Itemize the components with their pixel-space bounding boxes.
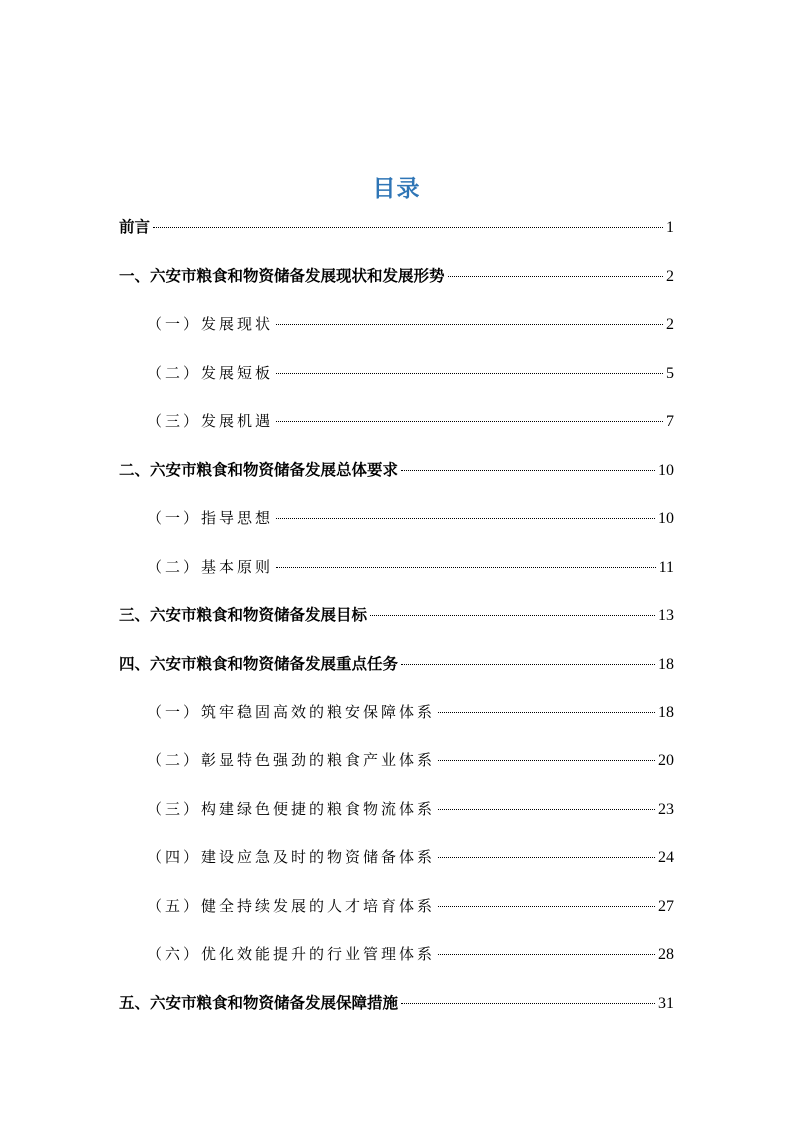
toc-entry-section-4[interactable] — [119, 649, 674, 679]
toc-entry-text: 四、六安市粮食和物资储备发展重点任务 — [119, 655, 399, 673]
dot-leader — [276, 518, 655, 519]
toc-entry-text: 前言 — [119, 218, 151, 236]
toc-entry-section-4-6[interactable] — [147, 939, 674, 969]
toc-page-number: 31 — [658, 995, 674, 1012]
toc-page-number: 18 — [658, 704, 674, 721]
toc-entry-section-4-4[interactable] — [147, 842, 674, 872]
toc-entry-text: （一）指导思想 — [147, 509, 274, 527]
toc-entry-section-2[interactable] — [119, 455, 674, 485]
toc-entry-section-1-3[interactable] — [147, 406, 674, 436]
toc-entry-text: 一、六安市粮食和物资储备发展现状和发展形势 — [119, 267, 445, 285]
dot-leader — [438, 857, 655, 858]
toc-page-number: 24 — [658, 849, 674, 866]
toc-entry-text: 五、六安市粮食和物资储备发展保障措施 — [119, 994, 399, 1012]
toc-entry-section-2-2[interactable] — [147, 552, 674, 582]
toc-page-number: 10 — [658, 510, 674, 527]
dot-leader — [448, 276, 663, 277]
toc-entry-text: （二）彰显特色强劲的粮食产业体系 — [147, 751, 436, 769]
toc-entry-text: （二）基本原则 — [147, 558, 274, 576]
toc-entry-section-4-3[interactable] — [147, 794, 674, 824]
dot-leader — [401, 1003, 655, 1004]
toc-page-number: 18 — [658, 656, 674, 673]
toc-entry-section-4-1[interactable] — [147, 697, 674, 727]
toc-page-number: 13 — [658, 607, 674, 624]
toc-entry-text: （一）筑牢稳固高效的粮安保障体系 — [147, 703, 436, 721]
toc-entry-section-2-1[interactable] — [147, 503, 674, 533]
dot-leader — [438, 954, 655, 955]
dot-leader — [276, 421, 663, 422]
toc-page-number: 11 — [658, 559, 674, 576]
toc-page-number: 28 — [658, 946, 674, 963]
toc-page-number: 23 — [658, 801, 674, 818]
toc-entry-text: （二）发展短板 — [147, 364, 274, 382]
toc-entry-text: （三）发展机遇 — [147, 412, 274, 430]
toc-page-number: 27 — [658, 898, 674, 915]
toc-page-number: 1 — [666, 219, 674, 236]
toc-entry-section-1[interactable] — [119, 261, 674, 291]
dot-leader — [153, 227, 663, 228]
toc-page-number: 2 — [666, 316, 674, 333]
dot-leader — [276, 567, 656, 568]
dot-leader — [438, 906, 655, 907]
toc-entry-text: （五）健全持续发展的人才培育体系 — [147, 897, 436, 915]
toc-entry-section-1-1[interactable] — [147, 309, 674, 339]
dot-leader — [370, 615, 655, 616]
toc-page-number: 20 — [658, 752, 674, 769]
toc-entry-section-4-5[interactable] — [147, 891, 674, 921]
dot-leader — [438, 760, 655, 761]
dot-leader — [276, 324, 663, 325]
toc-entry-section-1-2[interactable] — [147, 358, 674, 388]
toc-entry-text: （三）构建绿色便捷的粮食物流体系 — [147, 800, 436, 818]
toc-entry-text: 二、六安市粮食和物资储备发展总体要求 — [119, 461, 399, 479]
toc-entry-section-5[interactable] — [119, 988, 674, 1018]
toc-entry-section-3[interactable] — [119, 600, 674, 630]
toc-page-number: 2 — [666, 268, 674, 285]
dot-leader — [401, 470, 655, 471]
dot-leader — [438, 809, 655, 810]
toc-page-number: 10 — [658, 462, 674, 479]
toc-entry-preface[interactable] — [119, 212, 674, 242]
toc-entry-section-4-2[interactable] — [147, 745, 674, 775]
toc-entry-text: （六）优化效能提升的行业管理体系 — [147, 945, 436, 963]
toc-entry-text: 三、六安市粮食和物资储备发展目标 — [119, 606, 368, 624]
toc-entry-text: （四）建设应急及时的物资储备体系 — [147, 848, 436, 866]
toc-page-number: 5 — [666, 365, 674, 382]
toc-title: 目录 — [372, 176, 421, 202]
toc-page-number: 7 — [666, 413, 674, 430]
toc-entry-text: （一）发展现状 — [147, 315, 274, 333]
dot-leader — [276, 373, 663, 374]
dot-leader — [438, 712, 655, 713]
dot-leader — [401, 664, 655, 665]
